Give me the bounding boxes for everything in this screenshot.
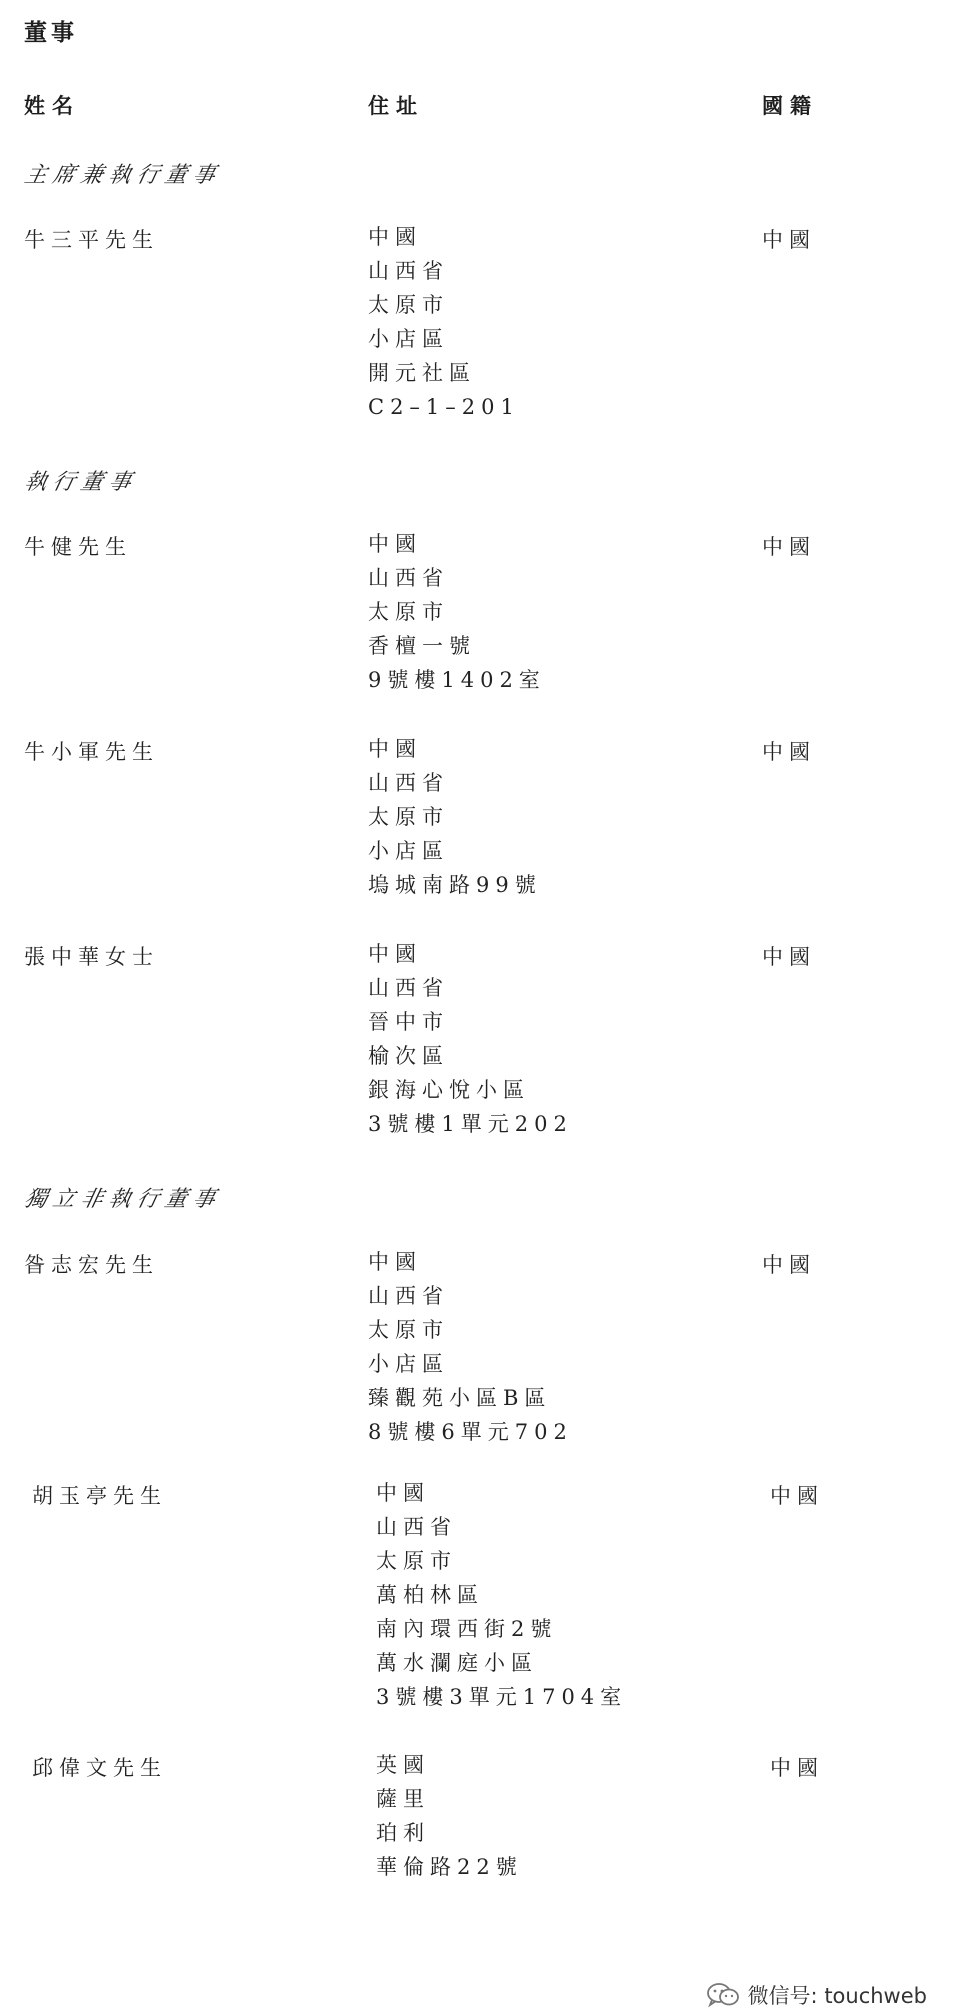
address-line: C2–1–201	[368, 395, 520, 419]
director-name: 邱偉文先生	[32, 1756, 167, 1780]
director-address	[368, 531, 546, 701]
column-header-nationality: 國籍	[762, 94, 818, 118]
address-line: 中國	[368, 532, 422, 556]
watermark	[706, 1980, 927, 2010]
director-name: 牛健先生	[24, 535, 132, 559]
address-line: 英國	[376, 1753, 430, 1777]
address-line: 中國	[368, 1250, 422, 1274]
address-line: 中國	[368, 942, 422, 966]
address-line: 3號樓3單元1704室	[376, 1685, 628, 1709]
director-name: 昝志宏先生	[24, 1253, 159, 1277]
director-address	[368, 1249, 573, 1453]
director-nationality: 中國	[762, 535, 816, 559]
director-address	[368, 941, 573, 1145]
address-line: 8號樓6單元702	[368, 1420, 573, 1444]
director-nationality: 中國	[762, 740, 816, 764]
address-line: 山西省	[368, 259, 449, 283]
address-line: 萬水瀾庭小區	[376, 1651, 538, 1675]
director-name: 牛小軍先生	[24, 740, 159, 764]
section-heading: 獨立非執行董事	[22, 1187, 224, 1212]
address-line: 中國	[368, 225, 422, 249]
address-line: 山西省	[368, 976, 449, 1000]
director-name: 牛三平先生	[24, 228, 159, 252]
director-nationality: 中國	[770, 1484, 824, 1508]
address-line: 開元社區	[368, 361, 476, 385]
address-line: 山西省	[376, 1515, 457, 1539]
director-nationality: 中國	[762, 228, 816, 252]
address-line: 太原市	[368, 600, 449, 624]
director-address	[376, 1752, 523, 1888]
address-line: 榆次區	[368, 1044, 449, 1068]
address-line: 太原市	[368, 805, 449, 829]
director-address	[368, 736, 542, 906]
address-line: 華倫路22號	[376, 1855, 523, 1879]
director-nationality: 中國	[762, 1253, 816, 1277]
address-line: 薩里	[376, 1787, 430, 1811]
address-line: 3號樓1單元202	[368, 1112, 573, 1136]
address-line: 珀利	[376, 1821, 430, 1845]
address-line: 香檀一號	[368, 634, 476, 658]
address-line: 銀海心悅小區	[368, 1078, 530, 1102]
watermark-text: 微信号: touchweb	[747, 1984, 927, 2008]
page-title: 董事	[24, 20, 78, 46]
address-line: 晉中市	[368, 1010, 449, 1034]
address-line: 小店區	[368, 839, 449, 863]
address-line: 中國	[376, 1481, 430, 1505]
address-line: 小店區	[368, 1352, 449, 1376]
address-line: 山西省	[368, 771, 449, 795]
address-line: 南內環西街2號	[376, 1617, 558, 1641]
column-header-name: 姓名	[24, 94, 80, 118]
address-line: 9號樓1402室	[368, 668, 546, 692]
director-address	[368, 224, 520, 428]
director-name: 胡玉亭先生	[32, 1484, 167, 1508]
address-line: 山西省	[368, 1284, 449, 1308]
address-line: 太原市	[368, 1318, 449, 1342]
wechat-icon	[706, 1982, 740, 2008]
address-line: 臻觀苑小區B區	[368, 1386, 552, 1410]
address-line: 太原市	[376, 1549, 457, 1573]
section-heading: 主席兼執行董事	[22, 163, 224, 188]
director-address	[376, 1480, 627, 1718]
section-heading: 執行董事	[22, 470, 140, 495]
address-line: 山西省	[368, 566, 449, 590]
director-name: 張中華女士	[24, 945, 159, 969]
address-line: 中國	[368, 737, 422, 761]
director-nationality: 中國	[770, 1756, 824, 1780]
address-line: 太原市	[368, 293, 449, 317]
column-header-address: 住址	[368, 94, 424, 118]
address-line: 小店區	[368, 327, 449, 351]
director-nationality: 中國	[762, 945, 816, 969]
address-line: 萬柏林區	[376, 1583, 484, 1607]
address-line: 塢城南路99號	[368, 873, 542, 897]
